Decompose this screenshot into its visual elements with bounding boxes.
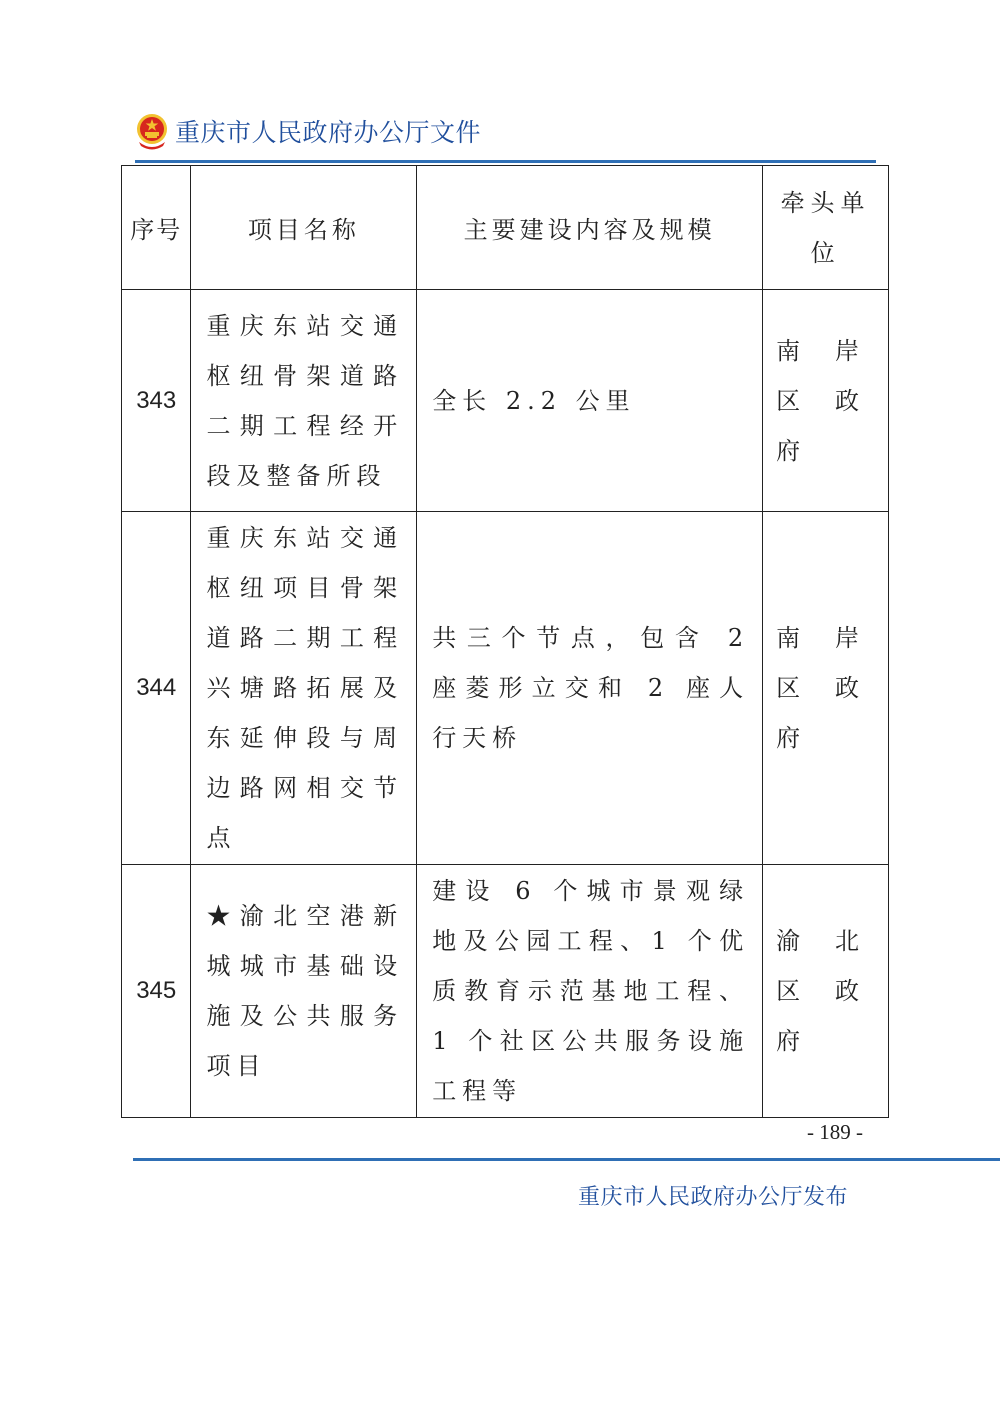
project-content-cell xyxy=(417,865,763,1118)
footer-divider xyxy=(133,1158,1000,1161)
lead-unit: 南岸区政府 xyxy=(776,336,877,465)
project-content: 共三个节点，包含 2 座菱形立交和 2 座人行天桥 xyxy=(432,624,750,752)
publisher-footer: 重庆市人民政府办公厅发布 xyxy=(578,1185,849,1210)
row-number: 345 xyxy=(122,865,191,1118)
column-header-name: 项目名称 xyxy=(191,166,417,290)
column-header-content: 主要建设内容及规模 xyxy=(417,166,763,290)
lead-unit-cell xyxy=(763,512,889,865)
row-number: 344 xyxy=(122,512,191,865)
table-row xyxy=(122,290,889,512)
project-name: ★渝北空港新城城市基础设施及公共服务项目 xyxy=(206,902,404,1080)
project-name-cell xyxy=(191,512,417,865)
header-divider xyxy=(135,160,876,163)
national-emblem-icon xyxy=(135,112,169,150)
column-header-lead xyxy=(763,166,889,290)
column-header-no: 序号 xyxy=(122,166,191,290)
table-row xyxy=(122,512,889,865)
lead-unit-cell xyxy=(763,290,889,512)
page-number: - 189 - xyxy=(807,1120,863,1144)
project-name-cell xyxy=(191,865,417,1118)
project-content-cell xyxy=(417,290,763,512)
document-header-title: 重庆市人民政府办公厅文件 xyxy=(175,118,482,147)
row-number: 343 xyxy=(122,290,191,512)
project-content: 全长 2.2 公里 xyxy=(432,386,636,415)
project-name: 重庆东站交通枢纽骨架道路二期工程经开段及整备所段 xyxy=(206,311,404,490)
project-name-cell xyxy=(191,290,417,512)
lead-unit: 渝北区政府 xyxy=(776,927,877,1055)
table-row xyxy=(122,865,889,1118)
column-header-lead-text: 牵头单位 xyxy=(780,188,871,267)
document-header xyxy=(135,112,481,150)
table-header-row xyxy=(122,166,889,290)
project-content: 建设 6 个城市景观绿地及公园工程、1 个优质教育示范基地工程、1 个社区公共服务设施工程等 xyxy=(432,877,750,1105)
lead-unit: 南岸区政府 xyxy=(776,624,877,752)
project-content-cell xyxy=(417,512,763,865)
project-name: 重庆东站交通枢纽项目骨架道路二期工程兴塘路拓展及东延伸段与周边路网相交节点 xyxy=(206,524,404,852)
project-table xyxy=(121,165,889,1118)
lead-unit-cell xyxy=(763,865,889,1118)
